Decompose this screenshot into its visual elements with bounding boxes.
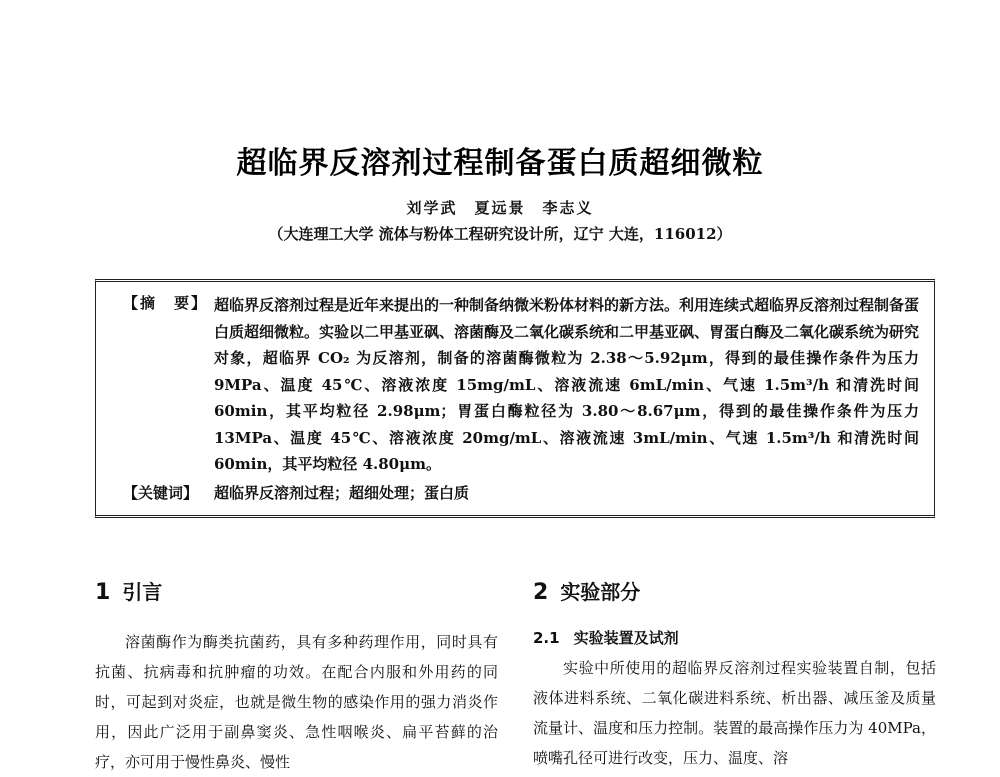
intro-paragraph: 溶菌酶作为酶类抗菌药，具有多种药理作用，同时具有抗菌、抗病毒和抗肿瘤的功效。在配合内服和外用药的同时，可起到对炎症，也就是微生物的感染作用的强力消炎作用，因此广泛用于副鼻窦炎、急性咽喉炎、扁平苔藓的治疗，亦可用于慢性鼻炎、慢性 xyxy=(95,633,498,771)
section-title: 引言 xyxy=(122,580,163,604)
keywords-text: 超临界反溶剂过程；超细处理；蛋白质 xyxy=(214,484,470,502)
abstract-text: 超临界反溶剂过程是近年来提出的一种制备纳微米粉体材料的新方法。利用连续式超临界反溶剂过程制备蛋白质超细微粒。实验以二甲基亚砜、溶菌酶及二氧化碳系统和二甲基亚砜、胃蛋白酶及二氧化碳系统为研究对象，超临界 CO₂ 为反溶剂，制备的溶菌酶微粒为 2.38～5.92μm，得到的最佳操作条件为压力 9MPa、温度 45℃、溶液浓度 15mg/mL、溶液流速 6mL/min、气速 1.5m³/h 和清洗时间 60min，其平均粒径 2.98μm；胃蛋白酶粒径为 3.80～8.67μm，得到的最佳操作条件为压力 13MPa、温度 45℃、溶液浓度 20mg/mL、溶液流速 3mL/min、气速 1.5m³/h 和清洗时间 60min，其平均粒径 4.80μm。 xyxy=(214,296,920,473)
authors: 刘学武 夏远景 李志义 xyxy=(406,199,594,217)
paper-title: 超临界反溶剂过程制备蛋白质超细微粒 xyxy=(236,146,764,181)
section-title: 实验部分 xyxy=(560,580,641,604)
abstract-box xyxy=(95,279,935,518)
section-heading-introduction xyxy=(95,576,162,605)
subsection-number: 2.1 xyxy=(533,629,560,647)
section-number: 2 xyxy=(533,580,549,605)
section-number: 1 xyxy=(95,580,111,605)
abstract-label: 【摘 要】 xyxy=(123,294,209,312)
right-column xyxy=(533,627,936,773)
left-column xyxy=(95,627,498,777)
experiment-paragraph: 实验中所使用的超临界反溶剂过程实验装置自制，包括液体进料系统、二氧化碳进料系统、析出器、减压釜及质量流量计、温度和压力控制。装置的最高操作压力为 40MPa，喷嘴孔径可进行改变，压力、温度、溶 xyxy=(533,659,936,767)
section-heading-experiment xyxy=(533,576,640,605)
affiliation: （大连理工大学 流体与粉体工程研究设计所，辽宁 大连，116012） xyxy=(268,225,732,243)
subsection-heading xyxy=(533,627,936,649)
keywords-label: 【关键词】 xyxy=(123,484,199,502)
subsection-title: 实验装置及试剂 xyxy=(573,629,679,647)
